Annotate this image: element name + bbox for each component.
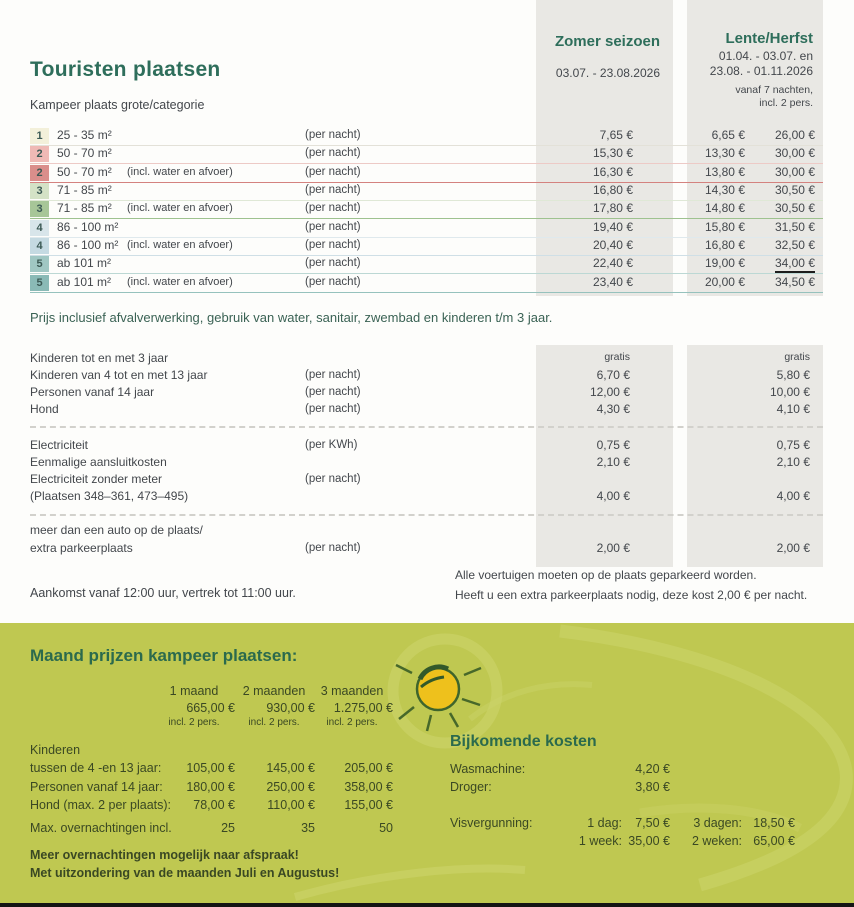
incl-note: incl. 2 pers. [248, 717, 300, 728]
month-incl-row [30, 716, 420, 733]
month-row [30, 820, 420, 837]
extras-price-lente: 2,00 € [776, 541, 810, 555]
parking-note-line2: Heeft u een extra parkeerplaats nodig, deze kost 2,00 € per nacht. [455, 588, 808, 602]
pitch-unit: (per nacht) [305, 147, 361, 159]
category-badge: 1 [30, 128, 49, 144]
price-lente-b: 31,50 € [774, 220, 815, 234]
extras-price-zomer: 0,75 € [596, 438, 630, 452]
pitch-size: 25 - 35 m² [57, 128, 112, 142]
monthly-prices-section [0, 623, 854, 907]
extras-label: Electriciteit [30, 438, 89, 452]
additional-cost-row [450, 779, 795, 796]
extras-price-lente: 2,10 € [776, 455, 810, 469]
pitch-size: 86 - 100 m² [57, 238, 119, 252]
month-group-label-row [30, 742, 420, 759]
month-row-label: tussen de 4 -en 13 jaar: [30, 761, 162, 775]
pitch-unit: (per nacht) [305, 221, 361, 233]
month-base-price-row [30, 700, 420, 717]
pitch-size: 71 - 85 m² [57, 201, 112, 215]
pitch-size: 50 - 70 m² [57, 165, 112, 179]
page-subtitle: Kampeer plaats grote/categorie [30, 98, 205, 112]
extras-row [30, 384, 823, 401]
extras-price-lente: 4,10 € [776, 402, 810, 416]
zomer-season-dates: 03.07. - 23.08.2026 [555, 66, 660, 80]
extras-row [30, 522, 823, 539]
extras-unit: (per nacht) [305, 386, 361, 398]
month-row [30, 760, 420, 777]
permit-period: 3 dagen: [693, 816, 742, 830]
month-row [30, 779, 420, 796]
cost-label: Visvergunning: [450, 816, 533, 830]
category-badge: 3 [30, 201, 49, 217]
permit-period: 1 week: [578, 834, 622, 848]
extras-unit: (per nacht) [305, 542, 361, 554]
extras-row [30, 350, 823, 367]
fishing-permit-row [450, 833, 795, 850]
column-header-2-maanden: 2 maanden [242, 684, 306, 698]
pitch-row [30, 219, 823, 238]
extras-price-lente: gratis [784, 351, 810, 363]
pitch-incl-note: (incl. water en afvoer) [127, 166, 233, 178]
bottom-rule [0, 903, 854, 907]
extras-price-lente: 10,00 € [769, 385, 810, 399]
extras-price-zomer: 2,00 € [596, 541, 630, 555]
permit-period: 2 weken: [691, 834, 742, 848]
extras-label: extra parkeerplaats [30, 541, 133, 555]
extras-row [30, 540, 823, 557]
extras-label: Kinderen van 4 tot en met 13 jaar [30, 368, 208, 382]
extras-label: (Plaatsen 348–361, 473–495) [30, 489, 189, 503]
month-value: 180,00 € [186, 780, 235, 794]
price-zomer: 7,65 € [599, 128, 633, 142]
extras-price-zomer: 12,00 € [589, 385, 630, 399]
page-title: Touristen plaatsen [30, 58, 221, 81]
footer-text: Meer overnachtingen mogelijk naar afspraak! [30, 848, 299, 862]
price-lente-a: 13,80 € [704, 165, 745, 179]
month-value: 145,00 € [266, 761, 315, 775]
pitch-unit: (per nacht) [305, 129, 361, 141]
category-badge: 3 [30, 183, 49, 199]
month-value: 250,00 € [266, 780, 315, 794]
price-zomer: 15,30 € [592, 146, 633, 160]
price-lente-a: 14,30 € [704, 183, 745, 197]
month-value: 78,00 € [193, 798, 235, 812]
column-header-3-maanden: 3 maanden [320, 684, 384, 698]
dashed-divider [30, 426, 823, 428]
parking-note-line1: Alle voertuigen moeten op de plaats geparkeerd worden. [455, 568, 757, 582]
permit-price: 65,00 € [753, 834, 795, 848]
pitch-row [30, 200, 823, 219]
month-header-row [30, 683, 420, 700]
price-lente-b: 30,50 € [774, 183, 815, 197]
extras-unit: (per nacht) [305, 473, 361, 485]
price-lente-a: 13,30 € [704, 146, 745, 160]
pitch-incl-note: (incl. water en afvoer) [127, 202, 233, 214]
price-lente-a: 19,00 € [704, 256, 745, 270]
lente-dates-line2: 23.08. - 01.11.2026 [709, 64, 813, 78]
lente-herfst-title: Lente/Herfst [725, 30, 813, 47]
pitch-size: 50 - 70 m² [57, 146, 112, 160]
pitch-unit: (per nacht) [305, 166, 361, 178]
price-lente-a: 14,80 € [704, 201, 745, 215]
month-footer-line2 [30, 865, 420, 882]
pitch-unit: (per nacht) [305, 239, 361, 251]
extras-price-zomer: 4,00 € [596, 489, 630, 503]
month-value: 105,00 € [186, 761, 235, 775]
additional-costs-title: Bijkomende kosten [450, 733, 597, 750]
underlined-price: 34,00 € [775, 256, 815, 273]
pitch-row [30, 164, 823, 183]
month-value: 25 [221, 821, 235, 835]
extras-label: Kinderen tot en met 3 jaar [30, 351, 169, 365]
price-zomer: 16,80 € [592, 183, 633, 197]
extras-price-lente: 4,00 € [776, 489, 810, 503]
incl-note: incl. 2 pers. [326, 717, 378, 728]
extras-price-zomer: gratis [604, 351, 630, 363]
extras-unit: (per nacht) [305, 403, 361, 415]
pitch-unit: (per nacht) [305, 276, 361, 288]
pitch-incl-note: (incl. water en afvoer) [127, 239, 233, 251]
extras-row [30, 488, 823, 505]
extras-label: Personen vanaf 14 jaar [30, 385, 155, 399]
group-label: Kinderen [30, 743, 81, 757]
base-price: 665,00 € [186, 701, 235, 715]
category-badge: 4 [30, 220, 49, 236]
extras-label: Electriciteit zonder meter [30, 472, 163, 486]
price-zomer: 16,30 € [592, 165, 633, 179]
price-zomer: 20,40 € [592, 238, 633, 252]
pitch-row [30, 145, 823, 164]
category-badge: 4 [30, 238, 49, 254]
cost-label: Droger: [450, 780, 492, 794]
extras-label: Hond [30, 402, 59, 416]
price-lente-b: 26,00 € [774, 128, 815, 142]
pitch-unit: (per nacht) [305, 202, 361, 214]
extras-price-zomer: 4,30 € [596, 402, 630, 416]
extras-row [30, 401, 823, 418]
category-badge: 5 [30, 275, 49, 291]
month-row-label: Max. overnachtingen incl. [30, 821, 172, 835]
column-header-1-maand: 1 maand [169, 684, 219, 698]
zomer-season-title: Zomer seizoen [554, 33, 660, 50]
extras-row [30, 454, 823, 471]
pitch-size: 71 - 85 m² [57, 183, 112, 197]
incl-note: incl. 2 pers. [168, 717, 220, 728]
pitch-row [30, 127, 823, 146]
pitch-row [30, 255, 823, 274]
extras-row [30, 471, 823, 488]
pitch-unit: (per nacht) [305, 257, 361, 269]
price-zomer: 23,40 € [592, 275, 633, 289]
extras-row [30, 437, 823, 454]
pitch-size: ab 101 m² [57, 256, 112, 270]
extras-unit: (per KWh) [305, 439, 358, 451]
extras-label: Eenmalige aansluitkosten [30, 455, 167, 469]
price-lente-b: 34,50 € [774, 275, 815, 289]
month-row-label: Personen vanaf 14 jaar: [30, 780, 163, 794]
price-lente-b: 32,50 € [774, 238, 815, 252]
pitch-row [30, 182, 823, 201]
price-zomer: 22,40 € [592, 256, 633, 270]
permit-price: 35,00 € [628, 834, 670, 848]
permit-price: 7,50 € [635, 816, 670, 830]
dashed-divider [30, 514, 823, 516]
extras-price-zomer: 2,10 € [596, 455, 630, 469]
price-lente-b-underlined [715, 256, 815, 270]
price-lente-a: 15,80 € [704, 220, 745, 234]
lente-note-line2: incl. 2 pers. [759, 97, 813, 109]
category-badge: 2 [30, 165, 49, 181]
category-badge: 5 [30, 256, 49, 272]
price-lente-a: 16,80 € [704, 238, 745, 252]
extras-price-lente: 5,80 € [776, 368, 810, 382]
base-price: 1.275,00 € [333, 701, 393, 715]
month-value: 50 [379, 821, 393, 835]
permit-period: 1 dag: [587, 816, 622, 830]
category-badge: 2 [30, 146, 49, 162]
month-value: 155,00 € [344, 798, 393, 812]
lente-note-line1: vanaf 7 nachten, [735, 84, 813, 96]
pitch-size: ab 101 m² [57, 275, 112, 289]
pitch-incl-note: (incl. water en afvoer) [127, 276, 233, 288]
footer-text: Met uitzondering van de maanden Juli en Augustus! [30, 866, 340, 880]
cost-price: 4,20 € [635, 762, 670, 776]
extras-row [30, 367, 823, 384]
permit-price: 18,50 € [753, 816, 795, 830]
price-lente-b: 30,00 € [774, 146, 815, 160]
fishing-permit-row [450, 815, 795, 832]
price-zomer: 17,80 € [592, 201, 633, 215]
price-lente-b: 30,00 € [774, 165, 815, 179]
month-value: 205,00 € [344, 761, 393, 775]
price-zomer: 19,40 € [592, 220, 633, 234]
pitch-unit: (per nacht) [305, 184, 361, 196]
pitch-row [30, 237, 823, 256]
month-footer-line1 [30, 847, 420, 864]
extras-label: meer dan een auto op de plaats/ [30, 523, 203, 537]
lente-dates-line1: 01.04. - 03.07. en [718, 49, 813, 63]
price-lente-a: 20,00 € [704, 275, 745, 289]
extras-price-lente: 0,75 € [776, 438, 810, 452]
extras-unit: (per nacht) [305, 369, 361, 381]
cost-price: 3,80 € [635, 780, 670, 794]
month-value: 35 [301, 821, 315, 835]
month-value: 358,00 € [344, 780, 393, 794]
price-lente-a: 6,65 € [711, 128, 745, 142]
month-value: 110,00 € [267, 798, 315, 812]
extras-price-zomer: 6,70 € [596, 368, 630, 382]
additional-cost-row [450, 761, 795, 778]
pitch-row [30, 274, 823, 293]
cost-label: Wasmachine: [450, 762, 526, 776]
month-row [30, 797, 420, 814]
arrival-departure-note: Aankomst vanaf 12:00 uur, vertrek tot 11:00 uur. [30, 586, 296, 600]
month-row-label: Hond (max. 2 per plaats): [30, 798, 172, 812]
base-price: 930,00 € [266, 701, 315, 715]
pitch-size: 86 - 100 m² [57, 220, 119, 234]
price-lente-b: 30,50 € [774, 201, 815, 215]
price-inclusive-note: Prijs inclusief afvalverwerking, gebruik van water, sanitair, zwembad en kinderen t/m 3 jaar. [30, 310, 553, 325]
monthly-prices-title: Maand prijzen kampeer plaatsen: [30, 646, 298, 665]
